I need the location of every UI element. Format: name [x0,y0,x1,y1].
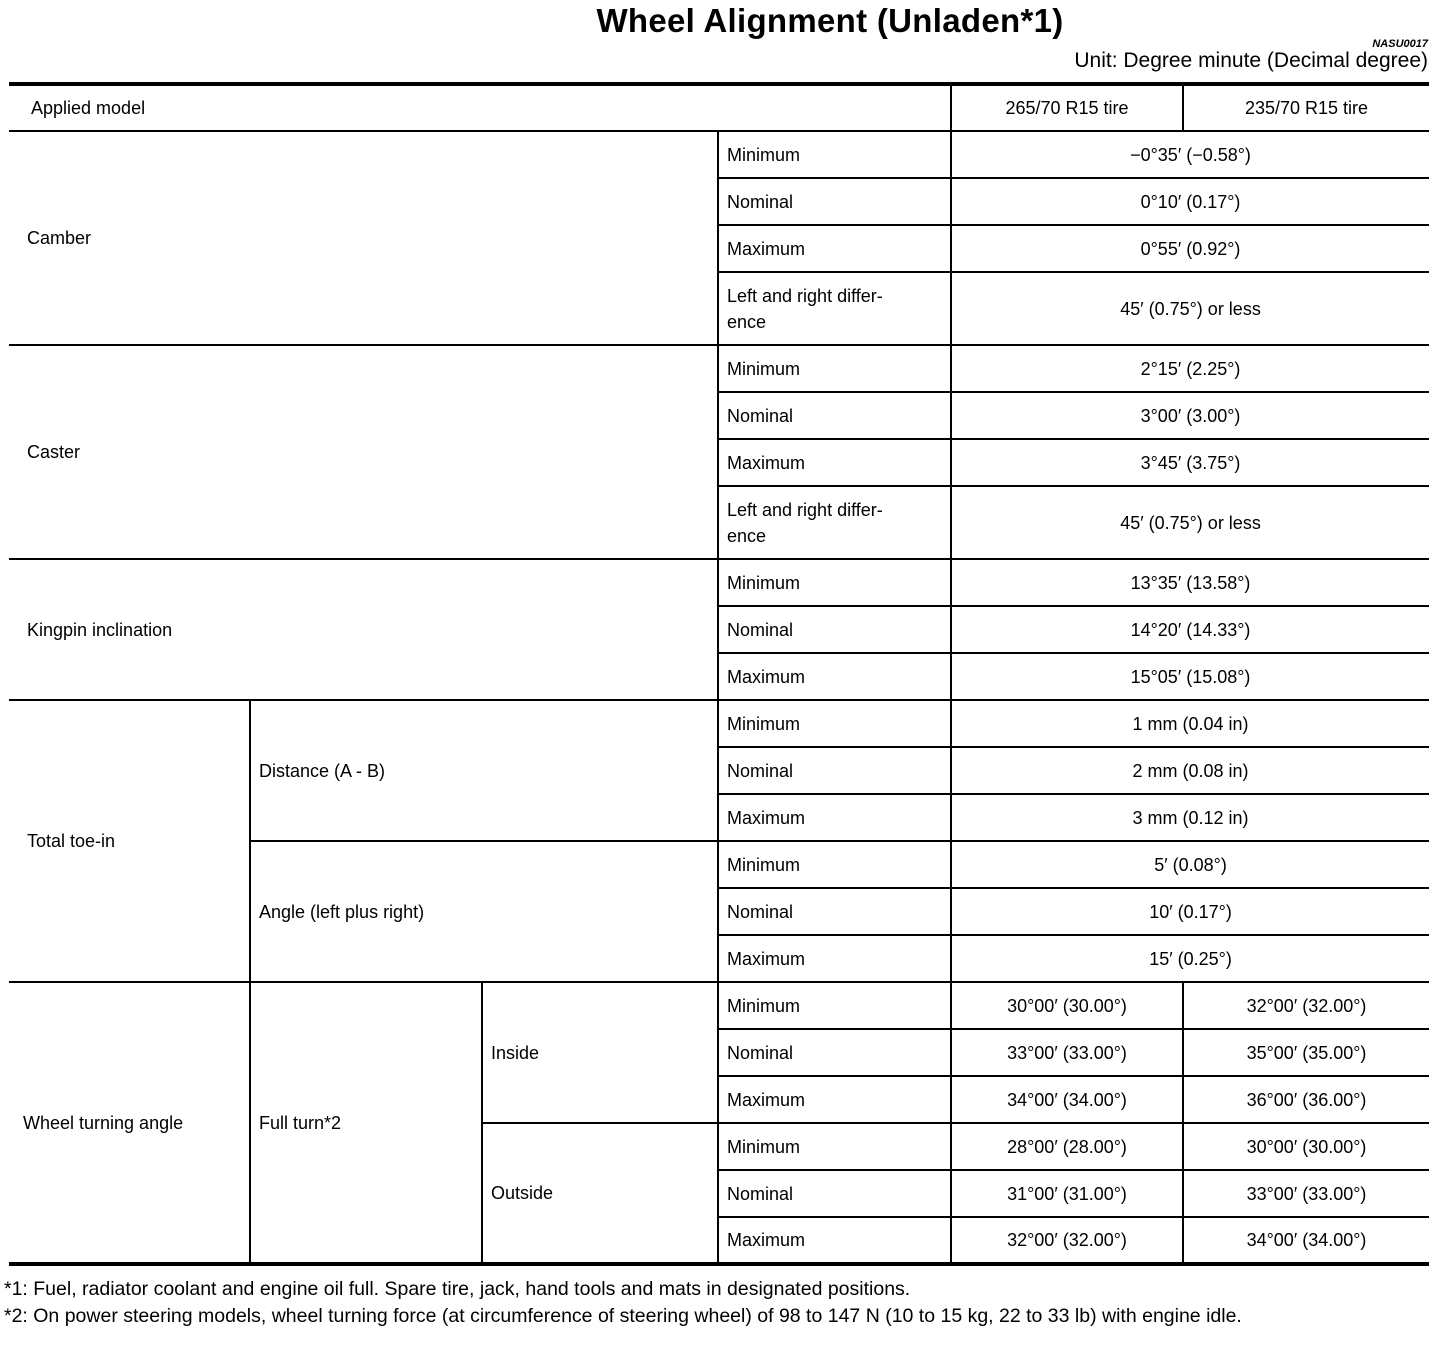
row-label: Maximum [718,653,951,700]
camber-label: Camber [9,131,718,345]
row-label: Maximum [718,935,951,982]
header-row [9,84,1429,131]
footnote-2: *2: On power steering models, wheel turning force (at circumference of steering wheel) of 98 to 147 N (10 to 15 kg, 22 to 33 lb) with engine idle. [4,1305,1242,1327]
row-label: Maximum [718,1076,951,1123]
page-title: Wheel Alignment (Unladen*1) [596,2,1064,39]
camber-nom: 0°10′ (0.17°) [951,178,1429,225]
row-label: Minimum [718,559,951,606]
row-label: Maximum [718,225,951,272]
toe-distance-min: 1 mm (0.04 in) [951,700,1429,747]
inside-min-tire2: 32°00′ (32.00°) [1183,982,1429,1029]
row-label: Left and right differ-ence [718,486,951,559]
toe-angle-min: 5′ (0.08°) [951,841,1429,888]
caster-min: 2°15′ (2.25°) [951,345,1429,392]
kingpin-nom: 14°20′ (14.33°) [951,606,1429,653]
toe-in-label: Total toe-in [9,700,250,982]
row-label: Minimum [718,131,951,178]
wheel-alignment-table [9,82,1429,1266]
footnotes [4,1276,1422,1330]
toe-angle-label: Angle (left plus right) [250,841,718,982]
outside-min-tire1: 28°00′ (28.00°) [951,1123,1183,1170]
inside-nom-tire2: 35°00′ (35.00°) [1183,1029,1429,1076]
row-label: Maximum [718,1217,951,1264]
row-label: Maximum [718,439,951,486]
kingpin-max: 15°05′ (15.08°) [951,653,1429,700]
toe-distance-nom: 2 mm (0.08 in) [951,747,1429,794]
row-label: Minimum [718,982,951,1029]
row-label: Nominal [718,178,951,225]
inside-min-tire1: 30°00′ (30.00°) [951,982,1183,1029]
outside-label: Outside [482,1123,718,1264]
row-label: Nominal [718,1170,951,1217]
tire1-header: 265/70 R15 tire [951,84,1183,131]
caster-max: 3°45′ (3.75°) [951,439,1429,486]
document-code: NASU0017 [1372,38,1428,50]
kingpin-min: 13°35′ (13.58°) [951,559,1429,606]
full-turn-label: Full turn*2 [250,982,482,1264]
outside-max-tire2: 34°00′ (34.00°) [1183,1217,1429,1264]
inside-label: Inside [482,982,718,1123]
toe-angle-max: 15′ (0.25°) [951,935,1429,982]
unit-label: Unit: Degree minute (Decimal degree) [1074,49,1428,72]
inside-nom-tire1: 33°00′ (33.00°) [951,1029,1183,1076]
outside-nom-tire1: 31°00′ (31.00°) [951,1170,1183,1217]
row-label: Nominal [718,747,951,794]
inside-max-tire1: 34°00′ (34.00°) [951,1076,1183,1123]
row-label: Minimum [718,1123,951,1170]
toe-distance-max: 3 mm (0.12 in) [951,794,1429,841]
outside-max-tire1: 32°00′ (32.00°) [951,1217,1183,1264]
footnote-1: *1: Fuel, radiator coolant and engine oil full. Spare tire, jack, hand tools and mats in designated positions. [4,1278,911,1300]
tire2-header: 235/70 R15 tire [1183,84,1429,131]
camber-min: −0°35′ (−0.58°) [951,131,1429,178]
row-label: Left and right differ-ence [718,272,951,345]
row-label: Nominal [718,888,951,935]
row-label: Nominal [718,1029,951,1076]
caster-diff: 45′ (0.75°) or less [951,486,1429,559]
table-row [9,700,1429,747]
outside-nom-tire2: 33°00′ (33.00°) [1183,1170,1429,1217]
row-label: Nominal [718,392,951,439]
row-label: Minimum [718,700,951,747]
row-label: Nominal [718,606,951,653]
inside-max-tire2: 36°00′ (36.00°) [1183,1076,1429,1123]
applied-model-header: Applied model [9,84,951,131]
table-row [9,131,1429,178]
kingpin-label: Kingpin inclination [9,559,718,700]
camber-max: 0°55′ (0.92°) [951,225,1429,272]
toe-angle-nom: 10′ (0.17°) [951,888,1429,935]
row-label: Minimum [718,841,951,888]
row-label: Minimum [718,345,951,392]
table-row [9,982,1429,1029]
caster-label: Caster [9,345,718,559]
table-row [9,345,1429,392]
camber-diff: 45′ (0.75°) or less [951,272,1429,345]
caster-nom: 3°00′ (3.00°) [951,392,1429,439]
table-row [9,559,1429,606]
toe-distance-label: Distance (A - B) [250,700,718,841]
outside-min-tire2: 30°00′ (30.00°) [1183,1123,1429,1170]
row-label: Maximum [718,794,951,841]
turning-label: Wheel turning angle [9,982,250,1264]
